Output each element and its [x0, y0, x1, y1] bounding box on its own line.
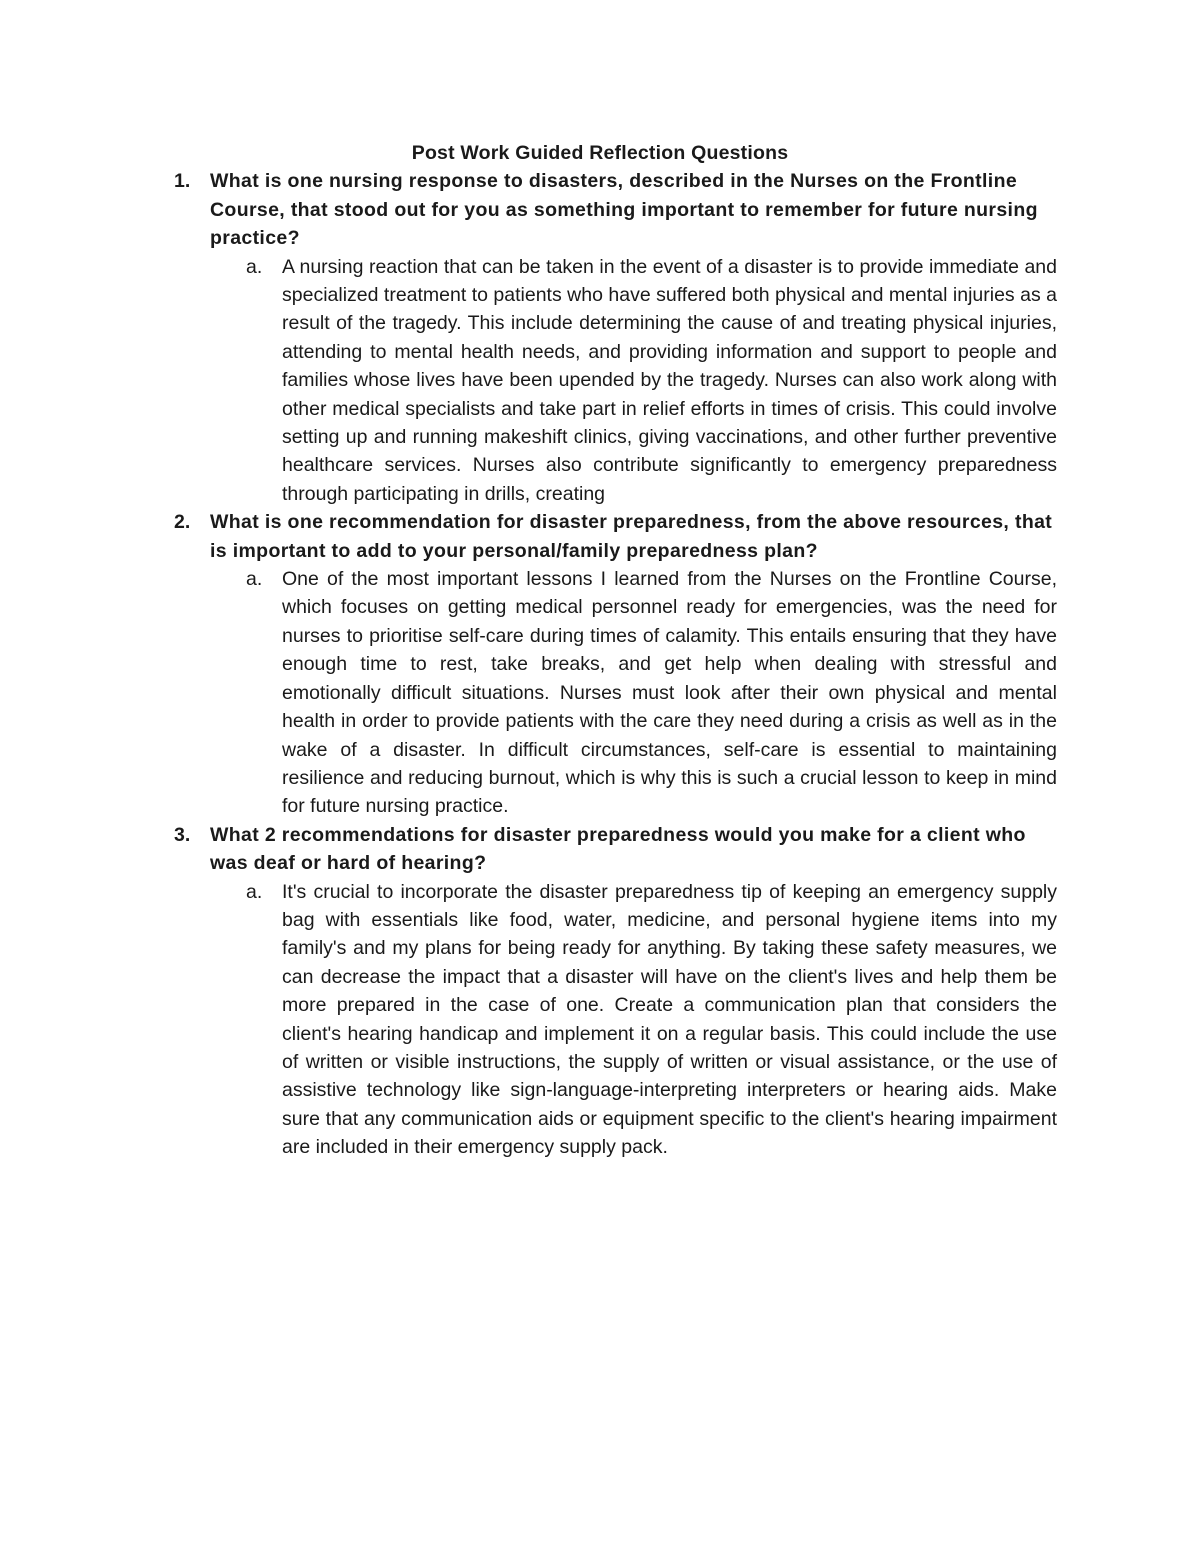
question-text: What 2 recommendations for disaster preparedness would you make for a client who was deaf or hard of hearing? [210, 823, 1026, 875]
answer-label: a. [246, 568, 263, 591]
answer-item [0, 565, 1200, 821]
answer-text: One of the most important lessons I learned from the Nurses on the Frontline Course, which focuses on getting medical personnel ready for emergencies, was the need for nurses to prioritise self-care during times of calamity. This entails ensuring that they have enough time to rest, take breaks, and get help when dealing with stressful and emotionally difficult situations. Nurses must look after their own physical and mental health in order to provide patients with the care they need during a crisis as well as in the wake of a disaster. In difficult circumstances, self-care is essential to maintaining resilience and reducing burnout, which is why this is such a crucial lesson to keep in mind for future nursing practice. [282, 568, 1057, 818]
question-item-1 [0, 167, 1200, 508]
question-number: 1. [174, 170, 191, 193]
question-list [0, 167, 1200, 1161]
answer-text: It's crucial to incorporate the disaster preparedness tip of keeping an emergency supply bag with essentials like food, water, medicine, and personal hygiene items into my family's and my plans for being ready for anything. By taking these safety measures, we can decrease the impact that a disaster will have on the client's lives and help them be more prepared in the case of one. Create a communication plan that considers the client's hearing handicap and implement it on a regular basis. This could include the use of written or visible instructions, the supply of written or visual assistance, or the use of assistive technology like sign-language-interpreting interpreters or hearing aids. Make sure that any communication aids or equipment specific to the client's hearing impairment are included in their emergency supply pack. [282, 880, 1057, 1159]
answer-item [0, 253, 1200, 509]
answer-item [0, 878, 1200, 1162]
answer-label: a. [246, 255, 263, 278]
question-text: What is one recommendation for disaster preparedness, from the above resources, that is important to add to your personal/family preparedness plan? [210, 511, 1053, 562]
question-item-3 [0, 821, 1200, 1162]
question-number: 3. [174, 823, 191, 846]
answer-text: A nursing reaction that can be taken in the event of a disaster is to provide immediate and specialized treatment to patients who have suffered both physical and mental injuries as a result of the tragedy. This include determining the cause of and treating physical injuries, attending to mental health needs, and providing information and support to people and families whose lives have been upended by the tragedy. Nurses can also work along with other medical specialists and take part in relief efforts in times of crisis. This could involve setting up and running makeshift clinics, giving vaccinations, and other further preventive healthcare services. Nurses also contribute significantly to emergency preparedness through participating in drills, creating [282, 255, 1057, 505]
question-text: What is one nursing response to disasters, described in the Nurses on the Frontline Course, that stood out for you as something important to remember for future nursing practice? [210, 170, 1038, 250]
answer-label: a. [246, 880, 263, 903]
page-title: Post Work Guided Reflection Questions [411, 142, 789, 164]
question-item-2 [0, 508, 1200, 820]
question-number: 2. [174, 511, 191, 534]
